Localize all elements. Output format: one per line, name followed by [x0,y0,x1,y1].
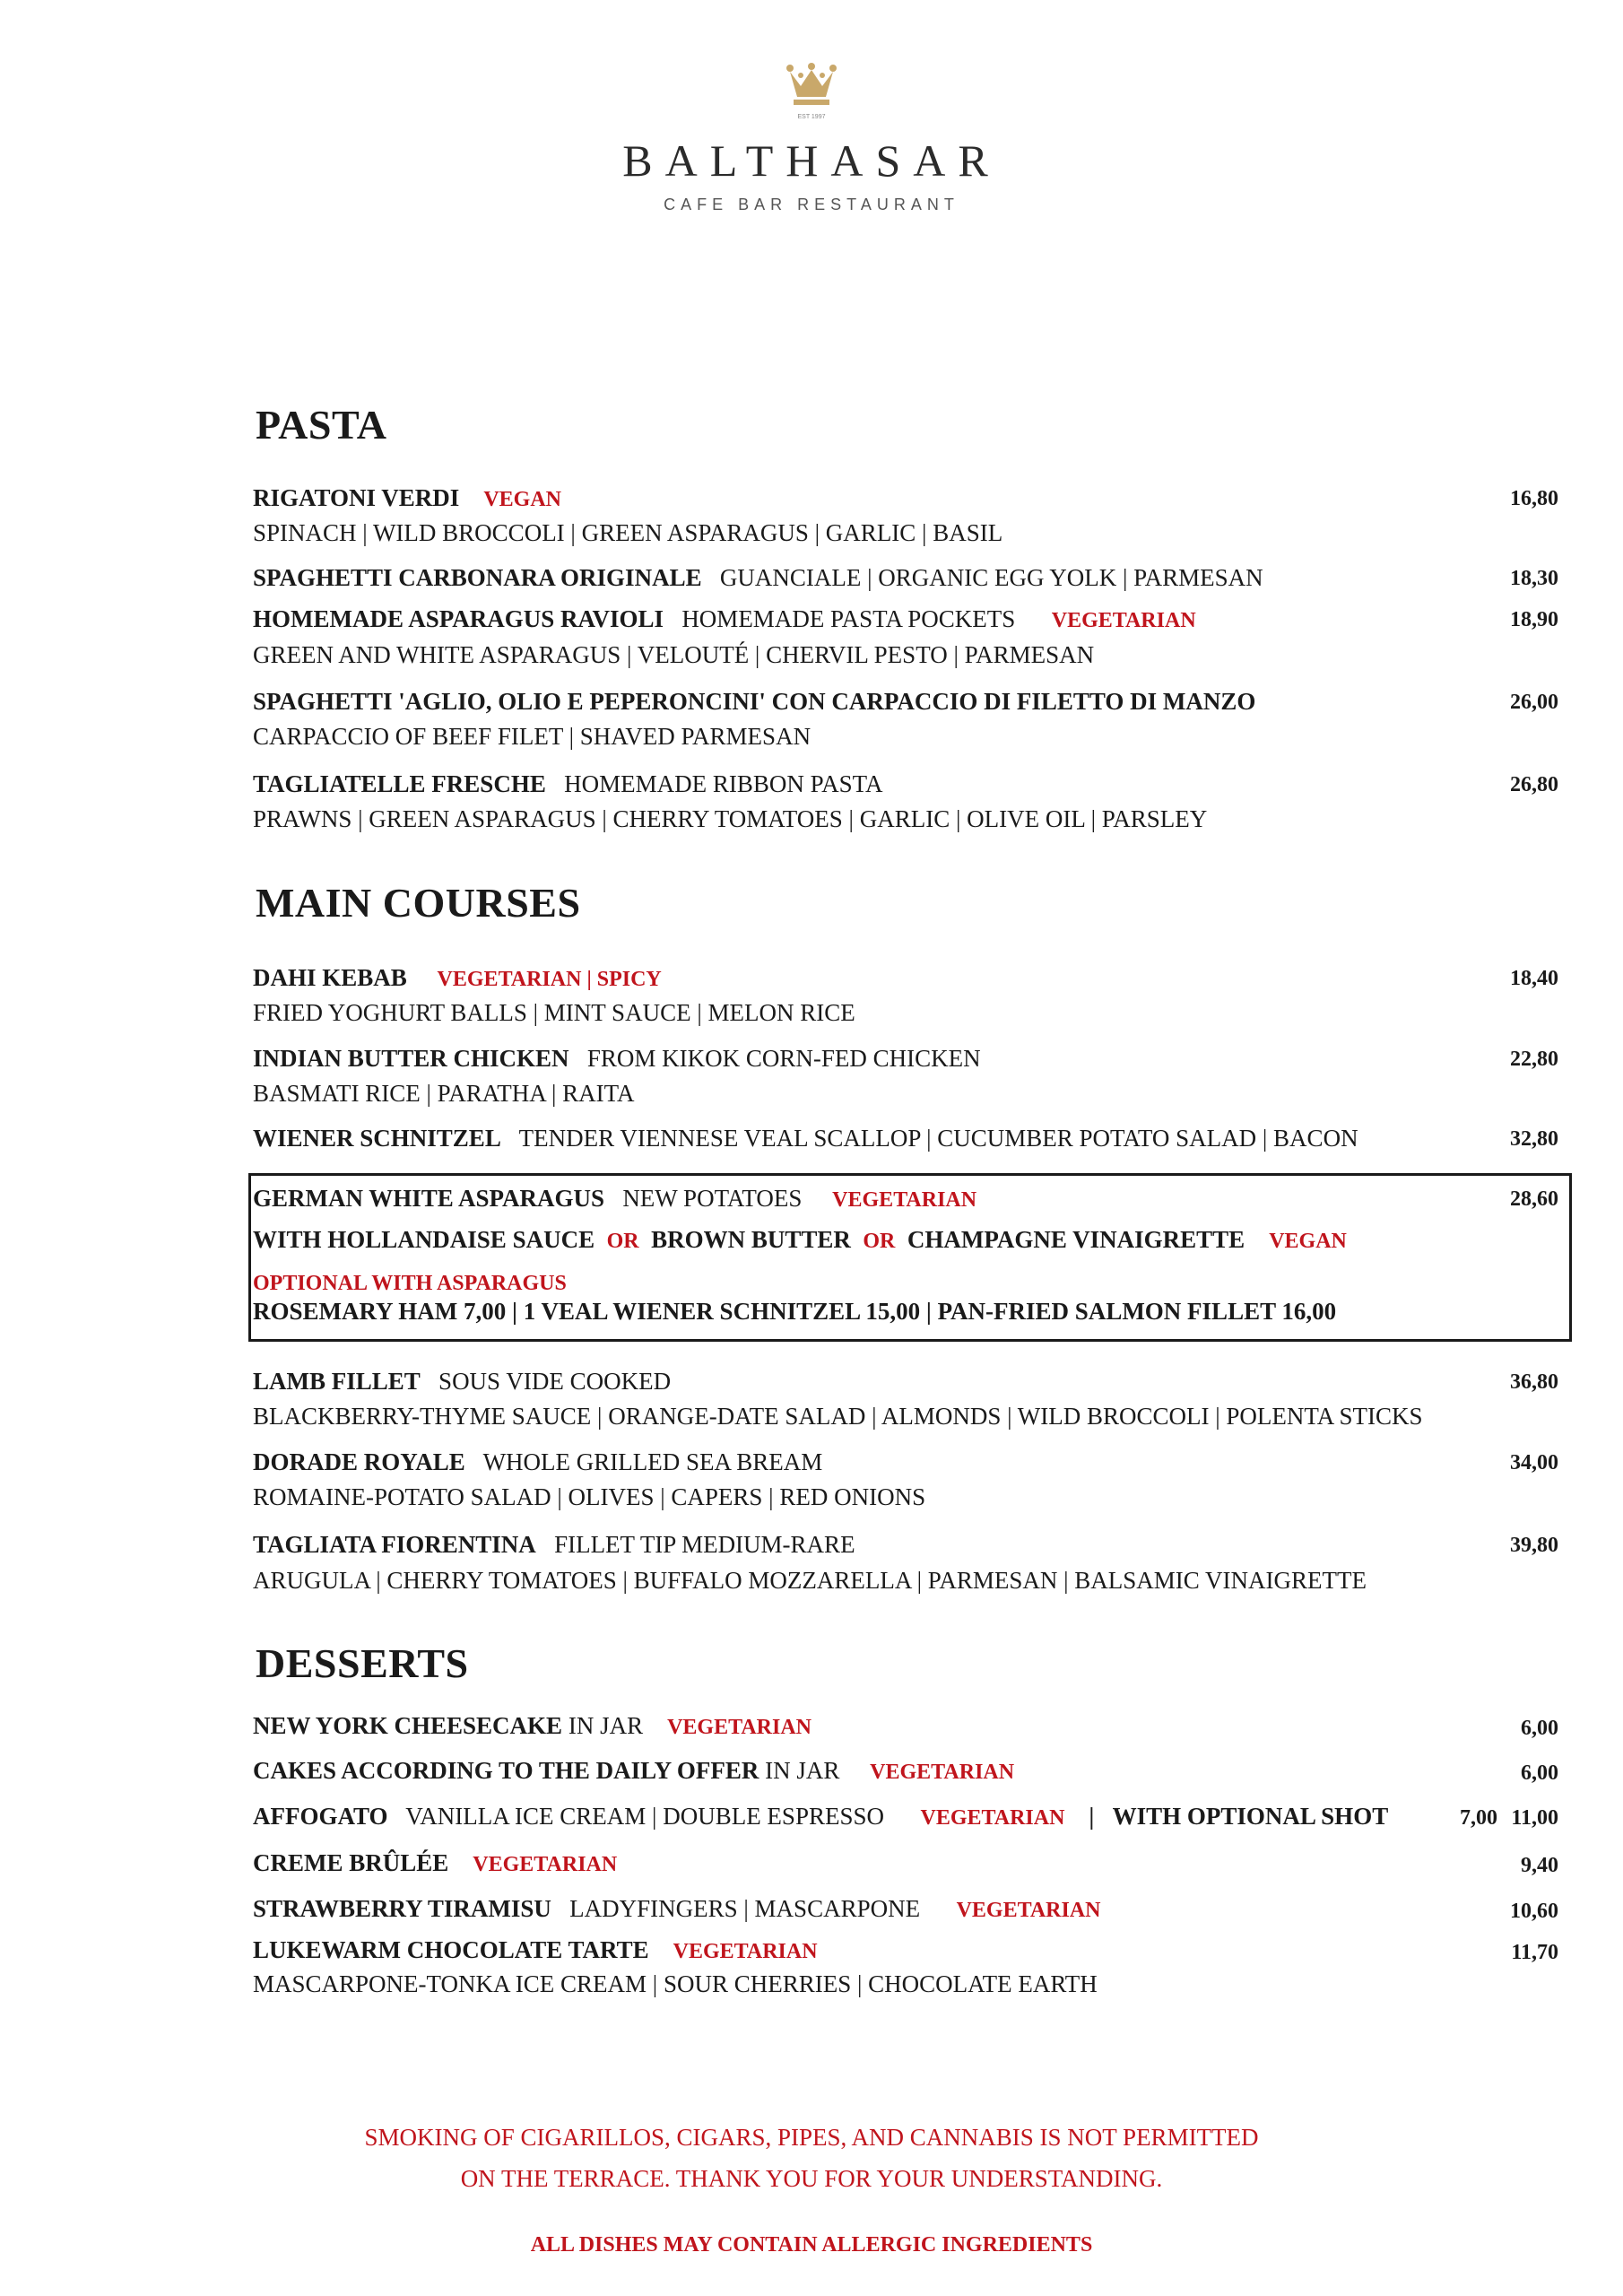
dish-inline-desc: FILLET TIP MEDIUM-RARE [554,1531,855,1558]
price: 18,30 [1510,567,1558,590]
price: 36,80 [1510,1370,1558,1394]
price: 6,00 [1521,1717,1558,1740]
crown-icon [785,63,838,127]
dish-description: SPINACH | WILD BROCCOLI | GREEN ASPARAGUS | GARLIC | BASIL [253,519,1003,546]
price: 26,80 [1510,773,1558,796]
dish-name: LAMB FILLET [253,1368,421,1395]
special-sauce-options [253,1228,1347,1252]
dish-inline-desc: HOMEMADE RIBBON PASTA [564,770,883,797]
dish-name: SPAGHETTI 'AGLIO, OLIO E PEPERONCINI' CON CARPACCIO DI FILETTO DI MANZO [253,688,1256,715]
menu-item-name-line [253,1047,981,1071]
section-title-pasta: PASTA [256,402,387,448]
diet-tag: VEGETARIAN [1051,609,1196,632]
price: 11,00 [1511,1806,1558,1830]
optional-shot-label: WITH OPTIONAL SHOT [1112,1803,1389,1830]
menu-item-name-line [253,772,882,796]
diet-tag: VEGAN [483,488,561,511]
menu-item-name-line [253,566,1263,590]
dish-name: LUKEWARM CHOCOLATE TARTE [253,1936,649,1963]
dish-name: DORADE ROYALE [253,1448,465,1475]
diet-tag: VEGETARIAN [832,1188,977,1212]
menu-item-name-line [253,1897,1101,1921]
price: 39,80 [1510,1534,1558,1557]
menu-item-name-line [253,1187,976,1211]
price: 9,40 [1521,1854,1558,1877]
section-title-main-courses: MAIN COURSES [256,880,581,926]
dish-description: ROMAINE-POTATO SALAD | OLIVES | CAPERS | RED ONIONS [253,1483,926,1510]
price: 18,90 [1510,608,1558,631]
optional-label [253,1270,567,1294]
menu-item-name-line [253,1126,1358,1151]
price: 16,80 [1510,487,1558,510]
price: 32,80 [1510,1127,1558,1151]
sauce-option: CHAMPAGNE VINAIGRETTE [907,1226,1245,1253]
diet-tag: VEGETARIAN [667,1716,812,1739]
dish-name: TAGLIATELLE FRESCHE [253,770,546,797]
menu-item-name-line [253,1450,822,1474]
dish-name: CAKES ACCORDING TO THE DAILY OFFER [253,1757,759,1784]
dish-name: SPAGHETTI CARBONARA ORIGINALE [253,564,702,591]
sauce-option: BROWN BUTTER [651,1226,851,1253]
menu-item-name-line [253,1714,812,1738]
dish-inline-desc: IN JAR [568,1712,644,1739]
menu-item-name-line [253,1938,818,1962]
special-extras: ROSEMARY HAM 7,00 | 1 VEAL WIENER SCHNITZEL 15,00 | PAN-FRIED SALMON FILLET 16,00 [253,1298,1337,1325]
smoking-notice-line1: SMOKING OF CIGARILLOS, CIGARS, PIPES, AND CANNABIS IS NOT PERMITTED [364,2124,1259,2151]
menu-item-name-line [253,1851,617,1875]
dish-inline-desc: VANILLA ICE CREAM | DOUBLE ESPRESSO [405,1803,884,1830]
dish-name: NEW YORK CHEESECAKE [253,1712,563,1739]
dish-description: PRAWNS | GREEN ASPARAGUS | CHERRY TOMATOES | GARLIC | OLIVE OIL | PARSLEY [253,805,1208,832]
dish-inline-desc: IN JAR [765,1757,840,1784]
optional-text: OPTIONAL WITH ASPARAGUS [253,1272,567,1295]
dish-name: STRAWBERRY TIRAMISU [253,1895,551,1922]
dish-description: FRIED YOGHURT BALLS | MINT SAUCE | MELON RICE [253,999,855,1026]
menu-item-name-line [253,1759,1014,1783]
menu-item-name-line [253,1805,1388,1829]
dish-inline-desc: GUANCIALE | ORGANIC EGG YOLK | PARMESAN [719,564,1263,591]
dish-name: GERMAN WHITE ASPARAGUS [253,1185,605,1212]
dish-description: ARUGULA | CHERRY TOMATOES | BUFFALO MOZZARELLA | PARMESAN | BALSAMIC VINAIGRETTE [253,1567,1367,1594]
price: 10,60 [1510,1900,1558,1923]
separator: | [1089,1803,1095,1830]
price: 11,70 [1511,1941,1558,1964]
dish-inline-desc: NEW POTATOES [622,1185,803,1212]
price-without-shot: 7,00 [1460,1806,1497,1830]
price: 28,60 [1510,1187,1558,1211]
section-title-desserts: DESSERTS [256,1640,469,1686]
logo [0,63,1623,127]
dish-inline-desc: HOMEMADE PASTA POCKETS [681,605,1016,632]
dish-name: WIENER SCHNITZEL [253,1125,501,1152]
dish-inline-desc: SOUS VIDE COOKED [438,1368,672,1395]
menu-item-name-line [253,1370,671,1394]
dish-name: DAHI KEBAB [253,964,407,991]
menu-item-name-line [253,690,1255,714]
dish-description: CARPACCIO OF BEEF FILET | SHAVED PARMESAN [253,723,812,750]
est-label: EST 1997 [797,114,826,120]
allergy-notice: ALL DISHES MAY CONTAIN ALLERGIC INGREDIENTS [530,2233,1093,2257]
dish-description: MASCARPONE-TONKA ICE CREAM | SOUR CHERRIES | CHOCOLATE EARTH [253,1970,1098,1997]
price: 26,00 [1510,691,1558,714]
diet-tag: VEGETARIAN [956,1899,1101,1922]
dish-name: RIGATONI VERDI [253,484,460,511]
dish-description: BASMATI RICE | PARATHA | RAITA [253,1080,635,1107]
diet-tag: VEGETARIAN [473,1853,618,1876]
price: 6,00 [1521,1761,1558,1785]
diet-tag: VEGETARIAN [673,1940,818,1963]
dish-description: BLACKBERRY-THYME SAUCE | ORANGE-DATE SALAD | ALMONDS | WILD BROCCOLI | POLENTA STICKS [253,1403,1423,1430]
or-label: OR [863,1230,896,1253]
dish-description: GREEN AND WHITE ASPARAGUS | VELOUTÉ | CHERVIL PESTO | PARMESAN [253,641,1095,668]
brand-tagline: CAFE BAR RESTAURANT [664,196,959,213]
smoking-notice-line2: ON THE TERRACE. THANK YOU FOR YOUR UNDERSTANDING. [460,2165,1163,2192]
price: 34,00 [1510,1451,1558,1474]
menu-item-name-line [253,1533,855,1557]
dish-inline-desc: FROM KIKOK CORN-FED CHICKEN [586,1045,981,1072]
dish-name: TAGLIATA FIORENTINA [253,1531,536,1558]
dish-inline-desc: LADYFINGERS | MASCARPONE [569,1895,921,1922]
dish-name: INDIAN BUTTER CHICKEN [253,1045,569,1072]
dish-inline-desc: WHOLE GRILLED SEA BREAM [482,1448,823,1475]
price: 22,80 [1510,1048,1558,1071]
dish-inline-desc: TENDER VIENNESE VEAL SCALLOP | CUCUMBER POTATO SALAD | BACON [518,1125,1358,1152]
dish-name: CREME BRÛLÉE [253,1849,449,1876]
sauce-option: WITH HOLLANDAISE SAUCE [253,1226,595,1253]
brand-name: BALTHASAR [622,135,1001,186]
diet-tag: VEGETARIAN [870,1761,1015,1784]
menu-item-name-line [253,966,662,990]
menu-item-name-line [253,486,561,510]
or-label: OR [606,1230,639,1253]
diet-tag: VEGETARIAN | SPICY [437,968,662,991]
price: 18,40 [1510,967,1558,990]
menu-item-name-line [253,607,1196,631]
diet-tag: VEGETARIAN [920,1806,1065,1830]
diet-tag: VEGAN [1269,1230,1347,1253]
dish-name: HOMEMADE ASPARAGUS RAVIOLI [253,605,664,632]
dish-name: AFFOGATO [253,1803,388,1830]
